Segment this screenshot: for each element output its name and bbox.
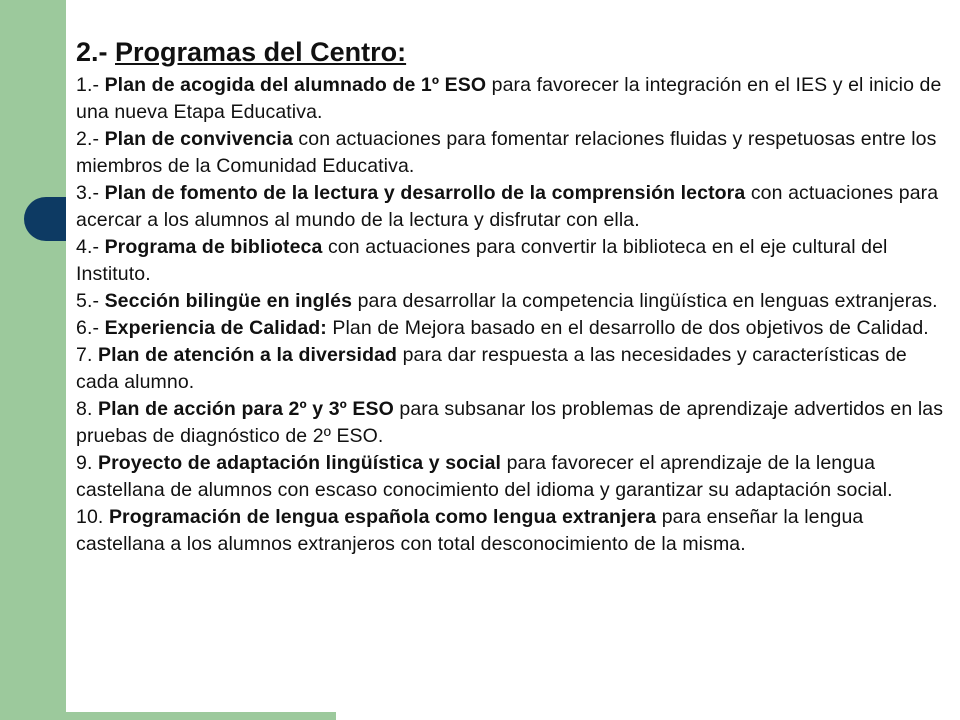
item-name: Proyecto de adaptación lingüística y social bbox=[97, 452, 502, 474]
item-number: 3.- bbox=[76, 182, 105, 204]
program-item-5 bbox=[76, 288, 952, 315]
item-number: 5.- bbox=[76, 290, 105, 312]
program-item-8 bbox=[76, 396, 952, 450]
item-number: 1.- bbox=[76, 74, 105, 96]
item-description: con actuaciones para fomentar relaciones fluidas y respetuosas entre los miembros de la Comunidad Educativa. bbox=[76, 128, 937, 177]
item-number: 9. bbox=[76, 452, 98, 474]
item-name: Experiencia de Calidad: bbox=[104, 317, 327, 339]
item-number: 6.- bbox=[76, 317, 105, 339]
item-number: 4.- bbox=[76, 236, 105, 258]
title-prefix: 2.- bbox=[76, 37, 116, 67]
item-name: Plan de atención a la diversidad bbox=[97, 344, 398, 366]
item-number: 2.- bbox=[76, 128, 105, 150]
item-name: Sección bilingüe en inglés bbox=[104, 290, 353, 312]
item-description: Plan de Mejora basado en el desarrollo de dos objetivos de Calidad. bbox=[326, 317, 929, 339]
item-name: Programación de lengua española como lengua extranjera bbox=[108, 506, 657, 528]
item-description: con actuaciones para acercar a los alumnos al mundo de la lectura y disfrutar con ella. bbox=[76, 182, 939, 231]
program-item-3 bbox=[76, 180, 952, 234]
item-name: Plan de fomento de la lectura y desarrollo de la comprensión lectora bbox=[104, 182, 746, 204]
item-number: 10. bbox=[76, 506, 109, 528]
item-number: 7. bbox=[76, 344, 98, 366]
item-description: para subsanar los problemas de aprendizaje advertidos en las pruebas de diagnóstico de 2º ESO. bbox=[76, 398, 944, 447]
item-description: para dar respuesta a las necesidades y características de cada alumno. bbox=[76, 344, 907, 393]
item-name: Plan de acción para 2º y 3º ESO bbox=[97, 398, 394, 420]
item-description: para enseñar la lengua castellana a los alumnos extranjeros con total desconocimiento de la misma. bbox=[76, 506, 864, 555]
item-description: para favorecer el aprendizaje de la lengua castellana de alumnos con escaso conocimiento del idioma y garantizar su adaptación social. bbox=[76, 452, 893, 501]
program-item-2 bbox=[76, 126, 952, 180]
item-description: para desarrollar la competencia lingüística en lenguas extranjeras. bbox=[352, 290, 938, 312]
program-item-10 bbox=[76, 504, 952, 558]
item-description: para favorecer la integración en el IES y el inicio de una nueva Etapa Educativa. bbox=[76, 74, 942, 123]
slide-content bbox=[76, 33, 952, 558]
item-name: Plan de convivencia bbox=[104, 128, 293, 150]
program-item-4 bbox=[76, 234, 952, 288]
item-name: Programa de biblioteca bbox=[104, 236, 323, 258]
program-item-1 bbox=[76, 72, 952, 126]
item-name: Plan de acogida del alumnado de 1º ESO bbox=[104, 74, 487, 96]
program-item-9 bbox=[76, 450, 952, 504]
title-text: Programas del Centro: bbox=[115, 37, 407, 67]
program-item-6 bbox=[76, 315, 952, 342]
program-item-7 bbox=[76, 342, 952, 396]
item-number: 8. bbox=[76, 398, 98, 420]
item-description: con actuaciones para convertir la biblioteca en el eje cultural del Instituto. bbox=[76, 236, 888, 285]
slide-title bbox=[76, 33, 952, 71]
